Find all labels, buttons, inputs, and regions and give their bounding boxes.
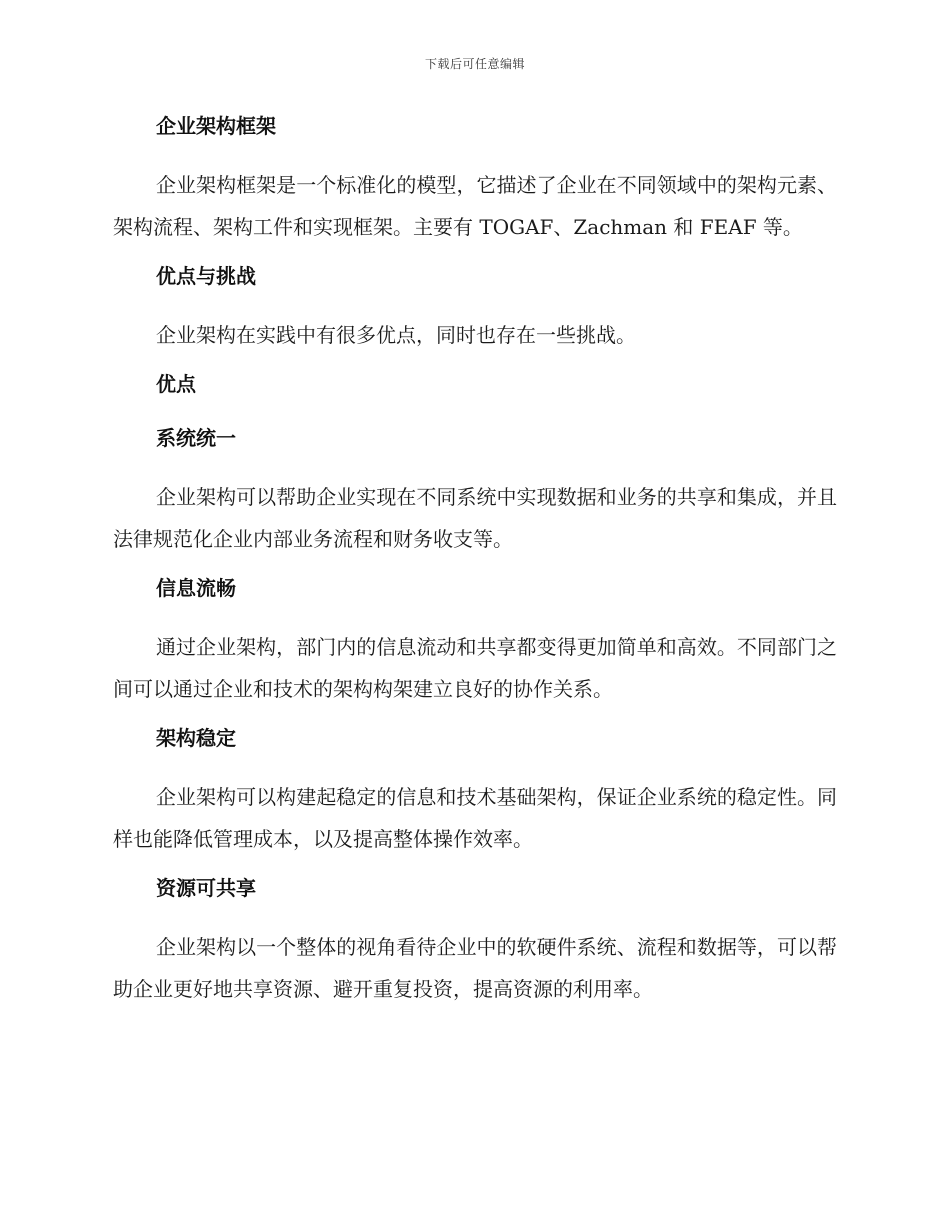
section-heading: 优点 — [156, 372, 196, 396]
section-resource-sharing — [113, 872, 837, 1010]
section-advantages — [113, 368, 837, 400]
section-paragraph: 企业架构可以帮助企业实现在不同系统中实现数据和业务的共享和集成，并且法律规范化企业内部业务流程和财务收支等。 — [113, 485, 837, 551]
section-paragraph: 企业架构以一个整体的视角看待企业中的软硬件系统、流程和数据等，可以帮助企业更好地共享资源、避开重复投资，提高资源的利用率。 — [113, 935, 837, 1001]
section-heading: 资源可共享 — [156, 876, 256, 900]
section-paragraph: 企业架构在实践中有很多优点，同时也存在一些挑战。 — [156, 323, 636, 347]
section-heading: 架构稳定 — [156, 726, 236, 750]
section-system-unity — [113, 422, 837, 560]
header-note: 下载后可任意编辑 — [424, 57, 525, 71]
section-paragraph: 通过企业架构，部门内的信息流动和共享都变得更加简单和高效。不同部门之间可以通过企业和技术的架构构架建立良好的协作关系。 — [113, 635, 837, 701]
document-body — [113, 110, 837, 1022]
section-heading: 系统统一 — [156, 426, 236, 450]
section-paragraph: 企业架构框架是一个标准化的模型，它描述了企业在不同领域中的架构元素、架构流程、架构工件和实现框架。主要有 TOGAF、Zachman 和 FEAF 等。 — [113, 173, 837, 239]
section-heading: 信息流畅 — [156, 576, 236, 600]
section-heading: 企业架构框架 — [156, 114, 276, 138]
section-architecture-stability — [113, 722, 837, 860]
section-info-flow — [113, 572, 837, 710]
section-heading: 优点与挑战 — [156, 264, 256, 288]
section-framework — [113, 110, 837, 248]
section-pros-cons — [113, 260, 837, 356]
section-paragraph: 企业架构可以构建起稳定的信息和技术基础架构，保证企业系统的稳定性。同样也能降低管理成本，以及提高整体操作效率。 — [113, 785, 837, 851]
